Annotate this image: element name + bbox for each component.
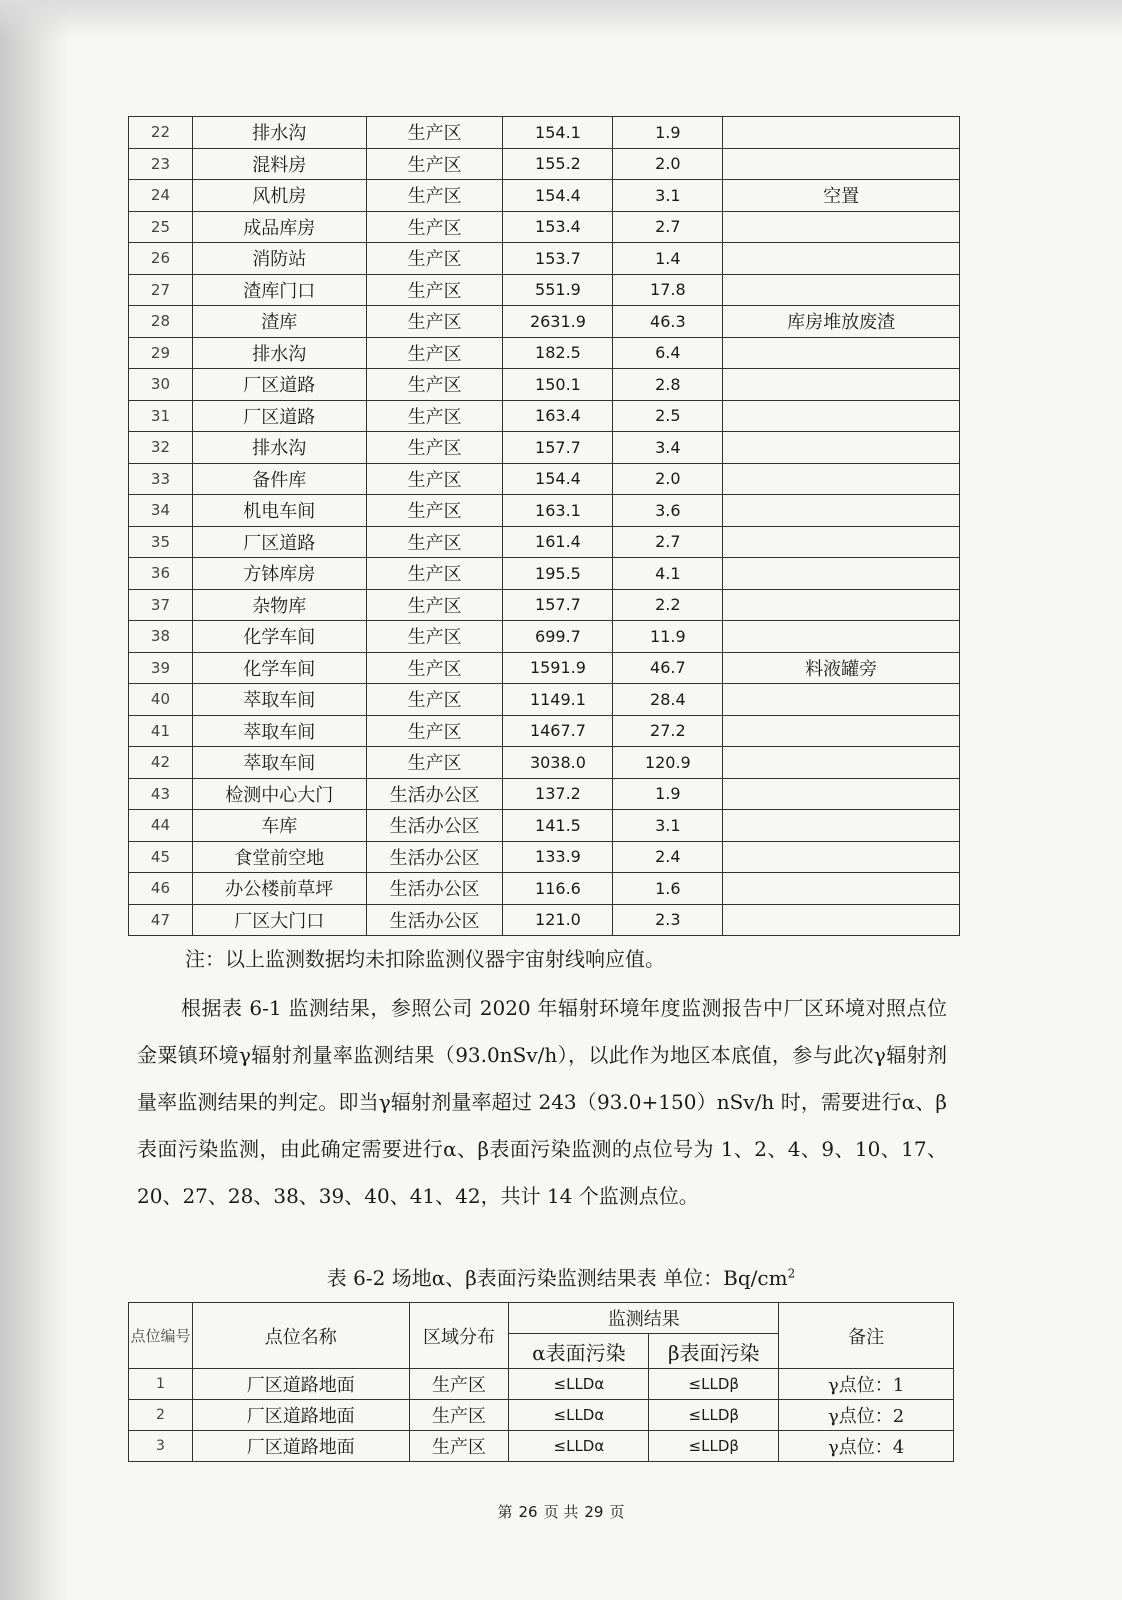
cell-no: 32 bbox=[129, 432, 193, 464]
cell-beta: 2.0 bbox=[613, 148, 723, 180]
table-row bbox=[129, 211, 960, 243]
cell-remark bbox=[723, 337, 960, 369]
cell-remark bbox=[723, 841, 960, 873]
header-alpha: α表面污染 bbox=[509, 1334, 649, 1369]
analysis-paragraph: 根据表 6-1 监测结果，参照公司 2020 年辐射环境年度监测报告中厂区环境对照点位金粟镇环境γ辐射剂量率监测结果（93.0nSv/h），以此作为地区本底值，参与此次γ辐射剂量率监测结果的判定。即当γ辐射剂量率超过 243（93.0+150）nSv/h 时，需要进行α、β表面污染监测，由此确定需要进行α、β表面污染监测的点位号为 1、2、4、9、10、17、20、27、28、38、39、40、41、42，共计 14 个监测点位。 bbox=[137, 996, 947, 1208]
cell-beta: 2.3 bbox=[613, 904, 723, 936]
cell-gamma: 1149.1 bbox=[503, 684, 613, 716]
cell-area: 生产区 bbox=[366, 400, 503, 432]
cell-remark bbox=[723, 463, 960, 495]
cell-no: 41 bbox=[129, 715, 193, 747]
cell-beta: 3.4 bbox=[613, 432, 723, 464]
cell-gamma: 153.4 bbox=[503, 211, 613, 243]
table-row bbox=[129, 558, 960, 590]
surface-contamination-table bbox=[128, 1302, 954, 1462]
cell-remark: 料液罐旁 bbox=[723, 652, 960, 684]
table-row bbox=[129, 904, 960, 936]
table-row bbox=[129, 369, 960, 401]
cell-area: 生产区 bbox=[366, 432, 503, 464]
cell-no: 3 bbox=[129, 1431, 193, 1462]
cell-name: 厂区道路 bbox=[192, 369, 366, 401]
cell-gamma: 163.4 bbox=[503, 400, 613, 432]
cell-no: 45 bbox=[129, 841, 193, 873]
caption-superscript: 2 bbox=[787, 1266, 796, 1281]
cell-area: 生产区 bbox=[366, 621, 503, 653]
cell-beta: ≤LLDβ bbox=[649, 1431, 779, 1462]
cell-remark bbox=[723, 274, 960, 306]
cell-name: 厂区大门口 bbox=[192, 904, 366, 936]
table-row bbox=[129, 495, 960, 527]
cell-area: 生活办公区 bbox=[366, 810, 503, 842]
cell-no: 25 bbox=[129, 211, 193, 243]
cell-remark: γ点位：4 bbox=[779, 1431, 954, 1462]
cell-alpha: ≤LLDα bbox=[509, 1431, 649, 1462]
cell-name: 萃取车间 bbox=[192, 684, 366, 716]
table-row bbox=[129, 873, 960, 905]
cell-area: 生产区 bbox=[366, 274, 503, 306]
cell-gamma: 141.5 bbox=[503, 810, 613, 842]
cell-no: 46 bbox=[129, 873, 193, 905]
cell-beta: 4.1 bbox=[613, 558, 723, 590]
cell-no: 34 bbox=[129, 495, 193, 527]
cell-no: 24 bbox=[129, 180, 193, 212]
cell-name: 杂物库 bbox=[192, 589, 366, 621]
table-row bbox=[129, 306, 960, 338]
cell-remark bbox=[723, 747, 960, 779]
cell-remark bbox=[723, 873, 960, 905]
cell-no: 44 bbox=[129, 810, 193, 842]
cell-beta: ≤LLDβ bbox=[649, 1400, 779, 1431]
table-row bbox=[129, 274, 960, 306]
footer-total-pages: 29 bbox=[584, 1503, 604, 1521]
cell-no: 30 bbox=[129, 369, 193, 401]
cell-area: 生产区 bbox=[366, 526, 503, 558]
cell-gamma: 182.5 bbox=[503, 337, 613, 369]
cell-beta: 1.6 bbox=[613, 873, 723, 905]
cell-gamma: 195.5 bbox=[503, 558, 613, 590]
cell-no: 37 bbox=[129, 589, 193, 621]
cell-beta: 46.7 bbox=[613, 652, 723, 684]
header-point-no: 点位编号 bbox=[129, 1303, 193, 1369]
cell-no: 47 bbox=[129, 904, 193, 936]
cell-beta: 11.9 bbox=[613, 621, 723, 653]
table-row bbox=[129, 243, 960, 275]
cell-remark bbox=[723, 904, 960, 936]
cell-gamma: 133.9 bbox=[503, 841, 613, 873]
cell-name: 排水沟 bbox=[192, 432, 366, 464]
cell-name: 萃取车间 bbox=[192, 747, 366, 779]
cell-beta: 2.0 bbox=[613, 463, 723, 495]
cell-beta: ≤LLDβ bbox=[649, 1369, 779, 1400]
cell-area: 生产区 bbox=[366, 337, 503, 369]
cell-no: 28 bbox=[129, 306, 193, 338]
cell-area: 生产区 bbox=[366, 180, 503, 212]
cell-beta: 3.1 bbox=[613, 810, 723, 842]
cell-beta: 2.2 bbox=[613, 589, 723, 621]
cell-name: 备件库 bbox=[192, 463, 366, 495]
cell-gamma: 155.2 bbox=[503, 148, 613, 180]
table-row bbox=[129, 778, 960, 810]
cell-area: 生产区 bbox=[366, 243, 503, 275]
cell-area: 生产区 bbox=[366, 652, 503, 684]
cell-gamma: 154.1 bbox=[503, 117, 613, 149]
cell-beta: 46.3 bbox=[613, 306, 723, 338]
cell-area: 生产区 bbox=[409, 1369, 509, 1400]
cell-gamma: 1467.7 bbox=[503, 715, 613, 747]
cell-no: 27 bbox=[129, 274, 193, 306]
cell-gamma: 154.4 bbox=[503, 463, 613, 495]
cell-area: 生产区 bbox=[366, 747, 503, 779]
cell-beta: 2.8 bbox=[613, 369, 723, 401]
cell-area: 生产区 bbox=[366, 684, 503, 716]
header-beta: β表面污染 bbox=[649, 1334, 779, 1369]
cell-area: 生产区 bbox=[366, 117, 503, 149]
cell-gamma: 699.7 bbox=[503, 621, 613, 653]
footer-prefix: 第 bbox=[497, 1503, 513, 1521]
cell-area: 生产区 bbox=[366, 558, 503, 590]
table-note: 注：以上监测数据均未扣除监测仪器宇宙射线响应值。 bbox=[185, 947, 665, 971]
table-row bbox=[129, 621, 960, 653]
cell-gamma: 157.7 bbox=[503, 432, 613, 464]
cell-name: 混料房 bbox=[192, 148, 366, 180]
cell-remark bbox=[723, 495, 960, 527]
cell-no: 26 bbox=[129, 243, 193, 275]
cell-remark bbox=[723, 558, 960, 590]
cell-beta: 28.4 bbox=[613, 684, 723, 716]
table-row bbox=[129, 1400, 954, 1431]
cell-beta: 3.6 bbox=[613, 495, 723, 527]
table-row bbox=[129, 1431, 954, 1462]
cell-beta: 1.4 bbox=[613, 243, 723, 275]
cell-area: 生产区 bbox=[366, 463, 503, 495]
scan-shadow-top bbox=[0, 0, 1122, 40]
table-row bbox=[129, 715, 960, 747]
header-area: 区域分布 bbox=[409, 1303, 509, 1369]
cell-remark: 空置 bbox=[723, 180, 960, 212]
cell-area: 生产区 bbox=[409, 1400, 509, 1431]
cell-beta: 27.2 bbox=[613, 715, 723, 747]
table-row bbox=[129, 747, 960, 779]
cell-name: 厂区道路地面 bbox=[192, 1400, 409, 1431]
cell-no: 39 bbox=[129, 652, 193, 684]
caption-text: 表 6-2 场地α、β表面污染监测结果表 单位：Bq/cm bbox=[326, 1266, 788, 1290]
cell-name: 办公楼前草坪 bbox=[192, 873, 366, 905]
cell-name: 成品库房 bbox=[192, 211, 366, 243]
cell-remark bbox=[723, 117, 960, 149]
cell-area: 生活办公区 bbox=[366, 778, 503, 810]
cell-remark bbox=[723, 211, 960, 243]
cell-beta: 2.7 bbox=[613, 526, 723, 558]
cell-beta: 1.9 bbox=[613, 778, 723, 810]
cell-remark bbox=[723, 621, 960, 653]
cell-no: 23 bbox=[129, 148, 193, 180]
cell-area: 生产区 bbox=[366, 211, 503, 243]
cell-gamma: 154.4 bbox=[503, 180, 613, 212]
table-row bbox=[129, 810, 960, 842]
radiation-results-table bbox=[128, 116, 960, 936]
cell-no: 36 bbox=[129, 558, 193, 590]
cell-no: 31 bbox=[129, 400, 193, 432]
cell-gamma: 137.2 bbox=[503, 778, 613, 810]
table-row bbox=[129, 589, 960, 621]
cell-remark bbox=[723, 243, 960, 275]
table-row bbox=[129, 1369, 954, 1400]
cell-remark bbox=[723, 778, 960, 810]
cell-area: 生产区 bbox=[366, 589, 503, 621]
cell-remark: γ点位：1 bbox=[779, 1369, 954, 1400]
cell-beta: 2.7 bbox=[613, 211, 723, 243]
cell-no: 42 bbox=[129, 747, 193, 779]
cell-beta: 17.8 bbox=[613, 274, 723, 306]
cell-gamma: 161.4 bbox=[503, 526, 613, 558]
table-row bbox=[129, 841, 960, 873]
cell-name: 萃取车间 bbox=[192, 715, 366, 747]
cell-remark bbox=[723, 810, 960, 842]
cell-area: 生产区 bbox=[366, 495, 503, 527]
cell-beta: 6.4 bbox=[613, 337, 723, 369]
table-row bbox=[129, 432, 960, 464]
cell-remark bbox=[723, 589, 960, 621]
header-point-name: 点位名称 bbox=[192, 1303, 409, 1369]
table-row bbox=[129, 148, 960, 180]
cell-remark bbox=[723, 432, 960, 464]
table-row bbox=[129, 117, 960, 149]
cell-name: 风机房 bbox=[192, 180, 366, 212]
cell-gamma: 2631.9 bbox=[503, 306, 613, 338]
cell-gamma: 121.0 bbox=[503, 904, 613, 936]
cell-area: 生活办公区 bbox=[366, 841, 503, 873]
cell-name: 消防站 bbox=[192, 243, 366, 275]
cell-gamma: 551.9 bbox=[503, 274, 613, 306]
table-row bbox=[129, 400, 960, 432]
cell-no: 33 bbox=[129, 463, 193, 495]
cell-beta: 3.1 bbox=[613, 180, 723, 212]
cell-no: 38 bbox=[129, 621, 193, 653]
cell-name: 化学车间 bbox=[192, 652, 366, 684]
footer-middle: 页 共 bbox=[543, 1503, 579, 1521]
cell-name: 机电车间 bbox=[192, 495, 366, 527]
cell-name: 化学车间 bbox=[192, 621, 366, 653]
cell-gamma: 157.7 bbox=[503, 589, 613, 621]
cell-no: 1 bbox=[129, 1369, 193, 1400]
table-caption bbox=[0, 1262, 1122, 1291]
cell-name: 车库 bbox=[192, 810, 366, 842]
table-row bbox=[129, 652, 960, 684]
cell-gamma: 150.1 bbox=[503, 369, 613, 401]
cell-name: 厂区道路 bbox=[192, 400, 366, 432]
cell-area: 生产区 bbox=[366, 369, 503, 401]
table-row bbox=[129, 180, 960, 212]
cell-area: 生活办公区 bbox=[366, 904, 503, 936]
cell-beta: 1.9 bbox=[613, 117, 723, 149]
cell-remark: 库房堆放废渣 bbox=[723, 306, 960, 338]
cell-no: 22 bbox=[129, 117, 193, 149]
cell-remark bbox=[723, 526, 960, 558]
cell-name: 厂区道路地面 bbox=[192, 1431, 409, 1462]
cell-name: 方钵库房 bbox=[192, 558, 366, 590]
cell-area: 生产区 bbox=[409, 1431, 509, 1462]
footer-page-number: 26 bbox=[518, 1503, 538, 1521]
cell-gamma: 3038.0 bbox=[503, 747, 613, 779]
cell-gamma: 163.1 bbox=[503, 495, 613, 527]
cell-name: 渣库门口 bbox=[192, 274, 366, 306]
cell-no: 43 bbox=[129, 778, 193, 810]
footer-suffix: 页 bbox=[609, 1503, 625, 1521]
cell-remark bbox=[723, 148, 960, 180]
cell-name: 检测中心大门 bbox=[192, 778, 366, 810]
cell-area: 生产区 bbox=[366, 306, 503, 338]
cell-remark bbox=[723, 684, 960, 716]
table-row bbox=[129, 463, 960, 495]
cell-remark bbox=[723, 369, 960, 401]
cell-remark: γ点位：2 bbox=[779, 1400, 954, 1431]
cell-no: 35 bbox=[129, 526, 193, 558]
cell-beta: 2.4 bbox=[613, 841, 723, 873]
table-row bbox=[129, 526, 960, 558]
cell-alpha: ≤LLDα bbox=[509, 1400, 649, 1431]
cell-remark bbox=[723, 715, 960, 747]
cell-area: 生产区 bbox=[366, 715, 503, 747]
cell-beta: 2.5 bbox=[613, 400, 723, 432]
cell-name: 厂区道路地面 bbox=[192, 1369, 409, 1400]
cell-gamma: 116.6 bbox=[503, 873, 613, 905]
scan-shadow-left bbox=[0, 0, 70, 1600]
cell-alpha: ≤LLDα bbox=[509, 1369, 649, 1400]
cell-name: 食堂前空地 bbox=[192, 841, 366, 873]
table-row bbox=[129, 337, 960, 369]
cell-no: 40 bbox=[129, 684, 193, 716]
cell-area: 生活办公区 bbox=[366, 873, 503, 905]
cell-name: 排水沟 bbox=[192, 117, 366, 149]
table-row bbox=[129, 684, 960, 716]
cell-name: 排水沟 bbox=[192, 337, 366, 369]
cell-area: 生产区 bbox=[366, 148, 503, 180]
cell-no: 29 bbox=[129, 337, 193, 369]
header-results: 监测结果 bbox=[509, 1303, 779, 1334]
cell-no: 2 bbox=[129, 1400, 193, 1431]
cell-name: 渣库 bbox=[192, 306, 366, 338]
cell-beta: 120.9 bbox=[613, 747, 723, 779]
cell-remark bbox=[723, 400, 960, 432]
page-footer bbox=[0, 1501, 1122, 1522]
header-remark: 备注 bbox=[779, 1303, 954, 1369]
cell-gamma: 153.7 bbox=[503, 243, 613, 275]
cell-gamma: 1591.9 bbox=[503, 652, 613, 684]
cell-name: 厂区道路 bbox=[192, 526, 366, 558]
